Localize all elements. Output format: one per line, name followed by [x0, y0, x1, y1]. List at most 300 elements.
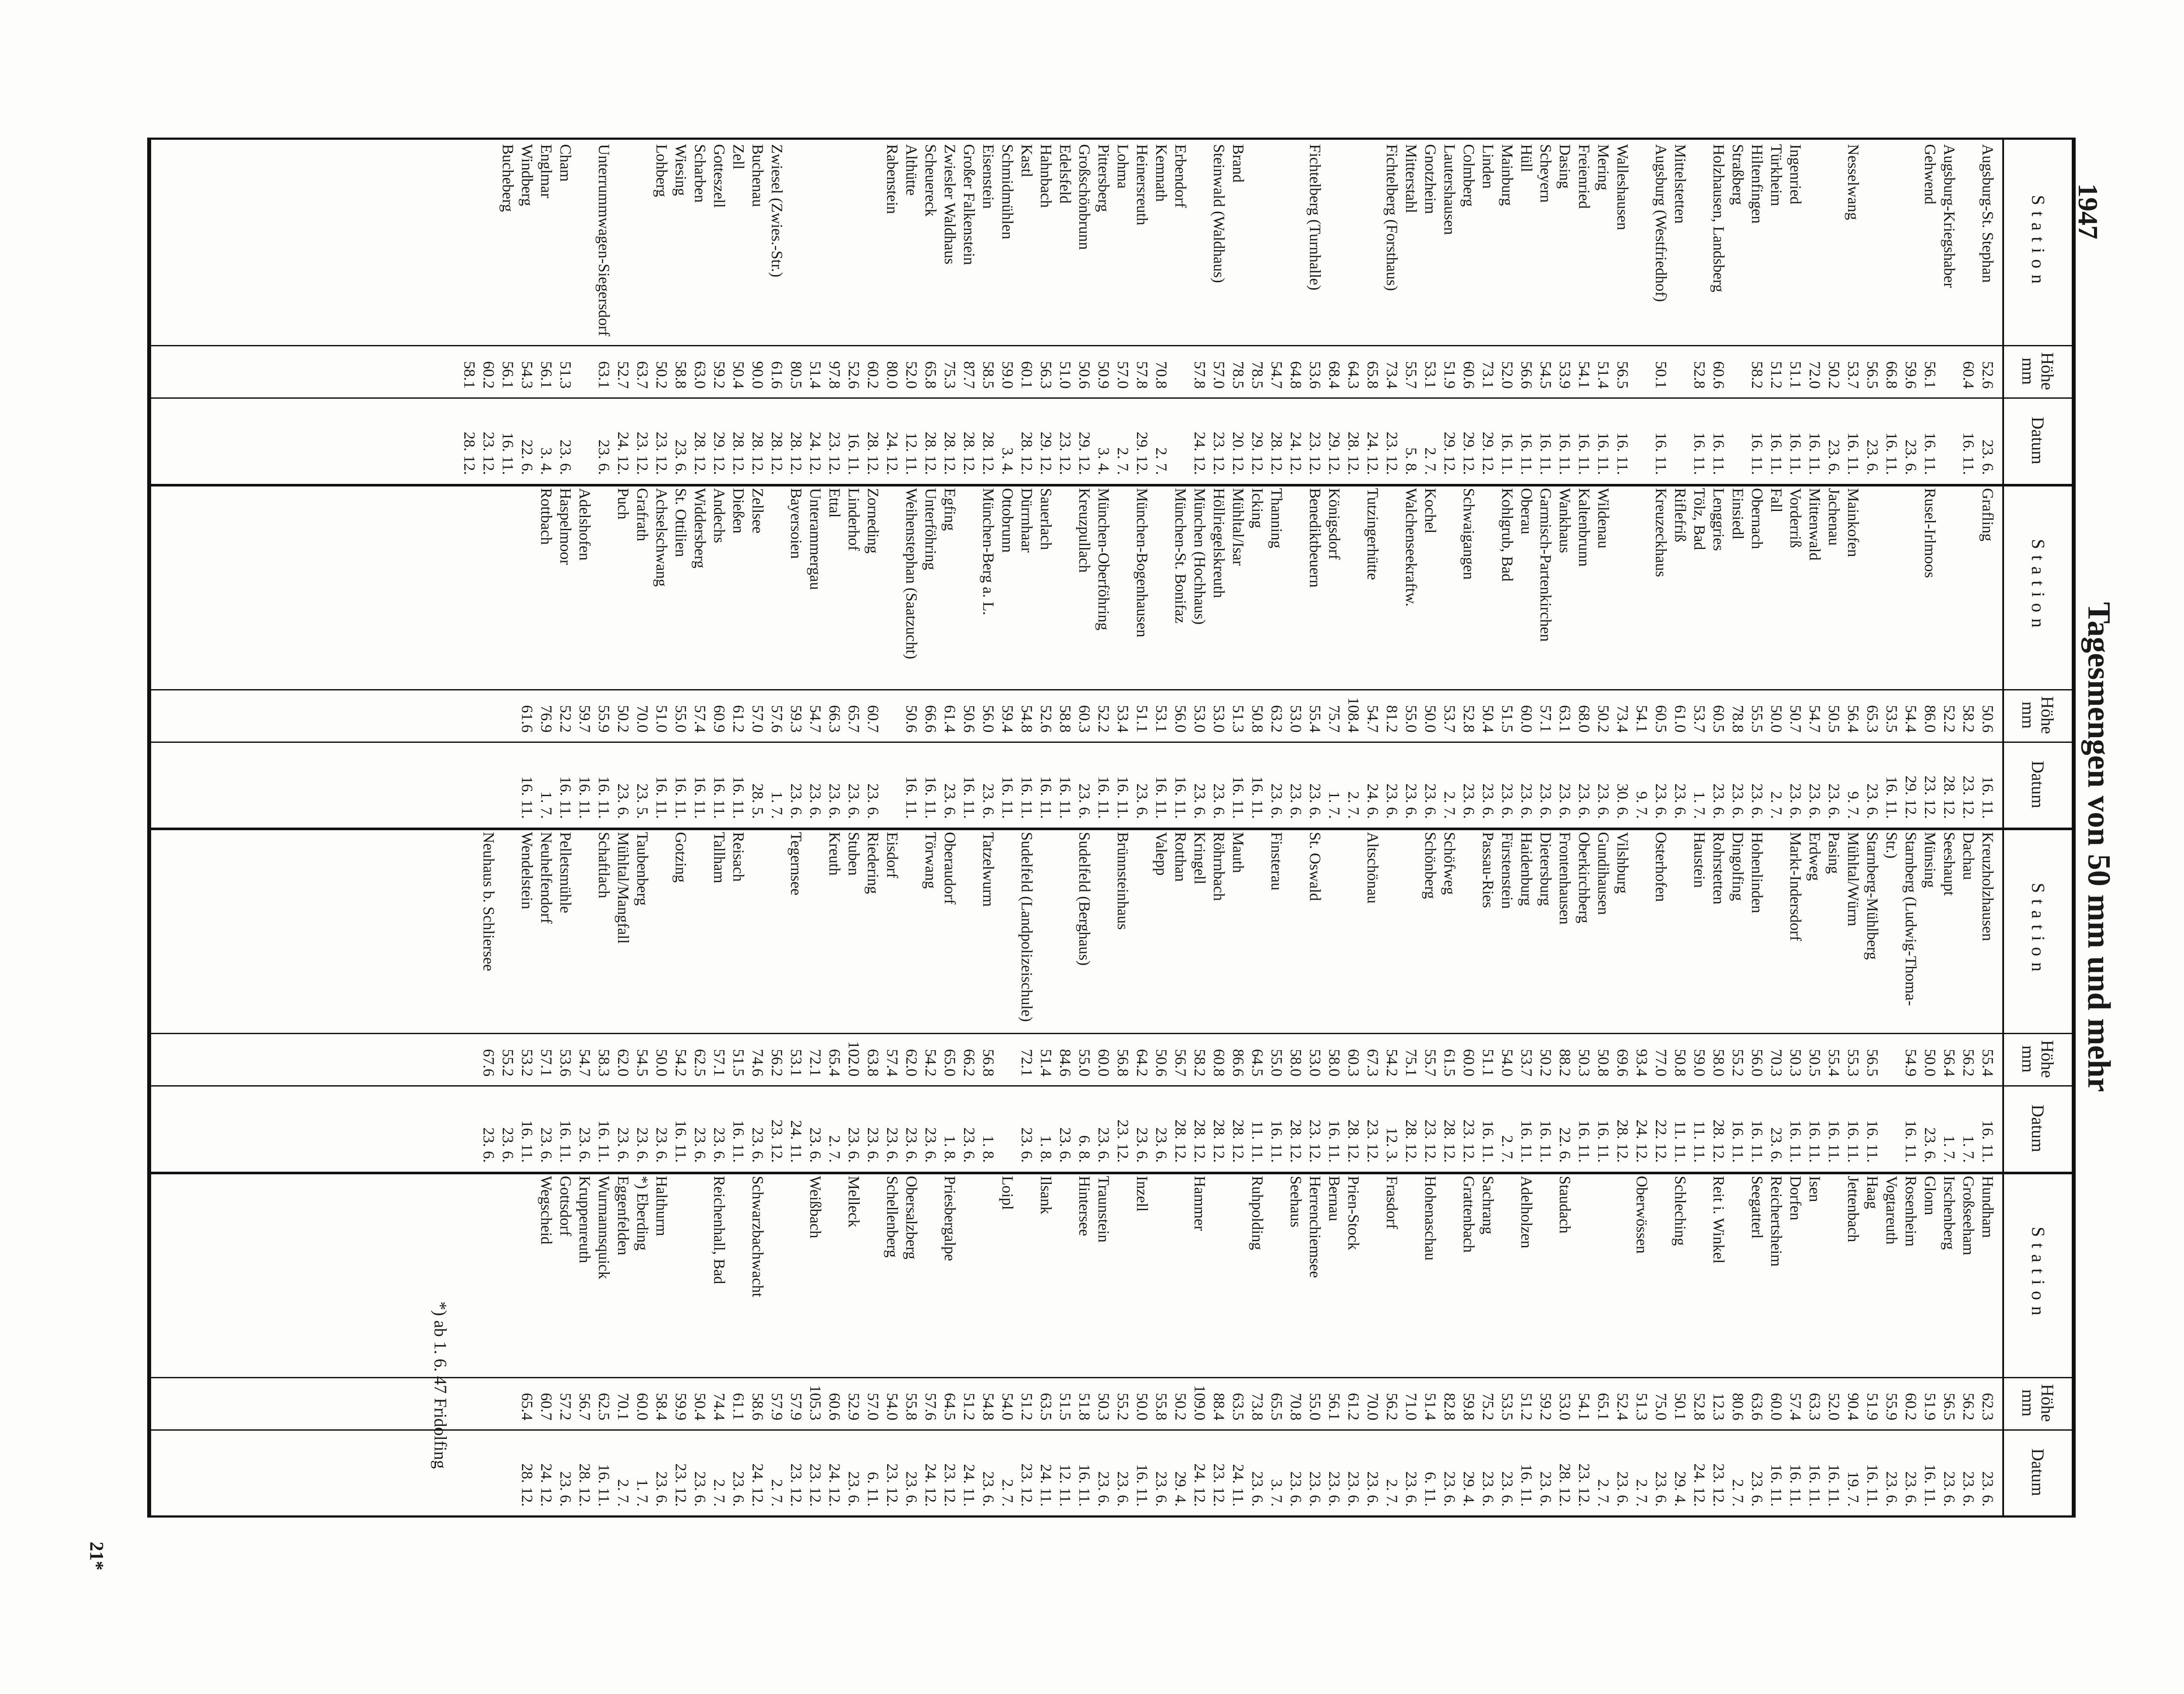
table-row	[921, 484, 940, 828]
column-rule	[151, 689, 2072, 690]
height-mm: 58.2	[1191, 1049, 1209, 1076]
footer-mark: 21*	[86, 1542, 107, 1570]
height-mm: 51.3 52.4 65.1 54.1	[1576, 1393, 1651, 1421]
height-mm: 51.9	[1921, 1393, 1939, 1421]
date: 23. 6. 23. 6.	[1133, 1127, 1170, 1163]
height-mm: 70.8 65.5	[1268, 1393, 1305, 1421]
table-row	[1498, 828, 1517, 1172]
height-mm: 90.4 52.0	[1825, 1393, 1862, 1421]
height-mm: 55.0 84.6 51.4	[1037, 1049, 1093, 1076]
height-mm: 56.4	[1941, 1049, 1958, 1076]
height-mm: 53.7	[1691, 705, 1708, 733]
station-name: *) Eberding	[634, 1176, 651, 1251]
date: 1. 7.	[1941, 1135, 1958, 1163]
header-datum: Datum	[2028, 1448, 2048, 1496]
column-rule	[151, 345, 2072, 346]
date: 23. 6.	[864, 1127, 882, 1163]
station-name: Adelholzen	[1518, 1176, 1535, 1249]
table-row	[1152, 484, 1190, 828]
date: 23. 6. 1. 7.	[768, 783, 805, 819]
table-row	[1728, 828, 1748, 1172]
date: 24. 12. 28. 12. 16. 11. 23. 12. 24. 12. 28. 12.	[788, 431, 901, 475]
height-mm: 60.2	[1902, 1393, 1920, 1421]
date: 6. 11. 23. 6.	[1403, 1471, 1439, 1507]
table-row	[748, 828, 806, 1172]
date: 23. 6.	[634, 1127, 651, 1163]
table-row	[691, 140, 710, 484]
header-datum: Datum	[2028, 417, 2048, 465]
height-mm: 55.2	[1729, 1049, 1747, 1076]
table-row	[979, 140, 998, 484]
table-row	[1728, 484, 1748, 828]
station-name: Egfing	[941, 488, 959, 531]
date: 2. 7. 23. 6. 2. 7. 23. 12.	[1576, 1463, 1651, 1507]
table-row	[729, 828, 748, 1172]
table-row	[1921, 1172, 1940, 1516]
station-name: Irschenberg	[1941, 1176, 1958, 1250]
height-mm: 52.0	[903, 361, 920, 389]
table-row	[1652, 1172, 1690, 1516]
table-row	[1632, 140, 1671, 484]
station-name: Zellsee	[749, 488, 767, 534]
station-name: Schleching	[1672, 1176, 1689, 1246]
station-name: Eisdorf	[884, 832, 901, 878]
table-row	[767, 1172, 825, 1516]
group-rule	[151, 1172, 2072, 1174]
date: 3. 4.	[1095, 447, 1113, 475]
station-name: Herrenchiemsee	[1306, 1176, 1324, 1278]
date: 28. 12.	[730, 431, 747, 475]
height-mm: 57.0 57.8	[1191, 361, 1228, 389]
station-name: Schmidmühlen	[999, 144, 1016, 239]
station-name: Rotthan	[1172, 832, 1189, 882]
table-row	[1459, 140, 1479, 484]
station-name: Kruppenreuth	[576, 1176, 594, 1263]
height-mm: 55.4 53.0	[1287, 705, 1324, 733]
table-row	[1325, 1172, 1344, 1516]
date: 28. 5.	[749, 783, 767, 819]
height-mm: 74.4 50.4 59.9	[672, 1393, 728, 1421]
table-row	[556, 140, 575, 484]
table-row	[1075, 140, 1094, 484]
height-mm: 53.7	[1518, 1049, 1535, 1076]
table-row	[1959, 828, 1978, 1172]
table-row	[1613, 140, 1632, 484]
table-row	[1286, 484, 1325, 828]
height-mm: 68.0	[1576, 705, 1593, 733]
height-mm: 56.1	[538, 361, 555, 389]
date: 23. 12. 24. 12.	[1191, 431, 1228, 475]
table-row	[729, 1172, 767, 1516]
station-name: Achselschwang	[653, 488, 670, 587]
table-row	[1402, 140, 1421, 484]
table-row	[1402, 1172, 1440, 1516]
height-mm: 60.0	[634, 1393, 651, 1421]
table-row	[479, 828, 498, 1172]
station-name: München-Berg a. L.	[980, 488, 997, 615]
date: 24. 12. 28. 12.	[518, 1463, 555, 1507]
station-name: Dürrnhaar	[1018, 488, 1036, 553]
date: 16. 11.	[1576, 1120, 1593, 1163]
table-row	[633, 828, 652, 1172]
height-mm: 60.0	[1518, 705, 1535, 733]
date: 23. 12. 28. 12.	[1287, 1119, 1324, 1163]
station-name: Sachrang	[1479, 1176, 1497, 1235]
height-mm: 51.5	[730, 1049, 747, 1076]
date: 28. 12.	[1230, 1119, 1247, 1163]
date: 9. 7.	[1845, 791, 1862, 819]
station-name: Oberaudorf	[941, 832, 959, 904]
date: 1. 7.	[1691, 791, 1708, 819]
height-mm: 53.1	[1422, 361, 1439, 389]
date: 16. 11.	[1768, 432, 1785, 475]
date: 2. 7.	[1422, 447, 1439, 475]
station-name: Augsburg (Westfriedhof)	[1652, 144, 1670, 302]
station-name: Edelsfeld	[1057, 144, 1074, 204]
height-mm: 50.5	[1825, 705, 1843, 733]
station-name: Erdweg	[1806, 832, 1824, 881]
header-hoehe: Höhe mm	[2018, 1040, 2058, 1078]
table-row	[1440, 484, 1479, 828]
station-name: Tegernsee	[788, 832, 805, 896]
table-row	[1690, 1172, 1728, 1516]
height-mm: 51.1 53.4	[1114, 705, 1151, 733]
station-name: Mühltal/Mangfall	[615, 832, 632, 944]
table-row	[767, 484, 806, 828]
height-mm: 53.7 50.2 72.0	[1806, 361, 1862, 389]
table-row	[1229, 828, 1248, 1172]
date: 29. 12.	[1037, 431, 1055, 475]
date: 2. 7.	[1768, 791, 1785, 819]
table-row	[1421, 140, 1440, 484]
station-name: Wankhaus	[1556, 488, 1574, 553]
date: 23. 6.	[1595, 783, 1612, 819]
height-mm: 54.0	[1499, 1049, 1516, 1076]
height-mm: 55.3	[1845, 1049, 1862, 1076]
height-mm: 102.0	[845, 1041, 863, 1076]
table-row	[1940, 828, 1959, 1172]
date: 23. 12. 24. 12. 28. 12. 29. 12.	[1249, 431, 1324, 475]
height-mm: 58.6 61.1	[730, 1393, 767, 1421]
height-mm: 67.3 60.3 58.0	[1326, 1049, 1382, 1076]
table-row	[1248, 828, 1286, 1172]
date: 16. 11.	[1595, 432, 1612, 475]
height-mm: 50.5	[1806, 1049, 1824, 1076]
height-mm: 50.3 70.3	[1768, 1049, 1804, 1076]
date: 16. 11. 23. 6.	[576, 1120, 613, 1163]
date: 24. 12. 29. 4. 23. 6.	[1153, 1463, 1209, 1507]
table-row	[998, 140, 1017, 484]
date: 23. 5.	[634, 783, 651, 819]
station-name: Wildenau	[1595, 488, 1612, 549]
date: 23. 6.	[615, 1127, 632, 1163]
station-name: Unterammergau	[807, 488, 824, 590]
date: 16. 11.	[1037, 776, 1055, 819]
station-name: Pasing	[1825, 832, 1843, 874]
date: 16. 11. 11. 11.	[1249, 1120, 1286, 1163]
station-name: Sauerlach	[1037, 488, 1055, 550]
date: 23. 6. 16. 11.	[961, 776, 997, 819]
table-row	[1209, 1172, 1267, 1516]
station-name: Frontenhausen	[1556, 832, 1574, 925]
height-mm: 63.3	[1806, 1393, 1824, 1421]
height-mm: 61.4	[941, 705, 959, 733]
table-row	[537, 828, 556, 1172]
station-name: Hüll	[1518, 144, 1535, 173]
station-name: Wegscheid	[538, 1176, 555, 1245]
station-name: Hammer	[1191, 1176, 1209, 1231]
date: 23. 6.	[1729, 783, 1747, 819]
height-mm: 73.1	[1479, 361, 1497, 389]
station-name: Gnotzheim	[1422, 144, 1439, 214]
date: 6. 8. 23. 6. 1. 8.	[1037, 1127, 1093, 1163]
date: 16. 11.	[1806, 1464, 1824, 1507]
header-station: Station	[2028, 883, 2048, 978]
station-name: Mauth	[1230, 832, 1247, 873]
height-mm: 55.0	[672, 705, 690, 733]
date: 16. 11.	[730, 776, 747, 819]
table-row	[1056, 1172, 1094, 1516]
height-mm: 50.1	[1652, 361, 1670, 389]
height-mm: 76.9 61.6	[518, 705, 555, 733]
station-name: Schaftlach	[595, 832, 613, 898]
table-row	[614, 828, 633, 1172]
station-name: Mittelstetten	[1672, 144, 1689, 224]
date: 16. 11. 23. 12.	[1460, 1119, 1497, 1163]
station-name: Traunstein	[1095, 1176, 1113, 1243]
station-name: München-Bogenhausen	[1133, 488, 1151, 638]
station-name: Finsterau	[1268, 832, 1286, 890]
date: 28. 12.	[980, 431, 997, 475]
station-name: Neuhelfendorf	[538, 832, 555, 924]
height-mm: 63.5 51.2	[1018, 1393, 1055, 1421]
table-row	[518, 140, 537, 484]
table-row	[652, 1172, 671, 1516]
station-name: Halthurm	[653, 1176, 670, 1236]
height-mm: 50.6 58.2 52.2	[1941, 705, 1997, 733]
station-name: Weißbach	[807, 1176, 824, 1239]
station-name: Lohma	[1114, 144, 1132, 189]
table-row	[710, 484, 729, 828]
table-row	[902, 828, 940, 1172]
station-name: Prien-Stock	[1345, 1176, 1362, 1250]
table-row	[1344, 484, 1382, 828]
station-name: Reichertsheim	[1768, 1176, 1785, 1267]
table-row	[1017, 1172, 1056, 1516]
date: 19. 7. 16. 11.	[1825, 1464, 1862, 1507]
station-name: Widdersberg	[691, 488, 709, 569]
height-mm: 53.0	[1210, 705, 1228, 733]
station-name: Grattenbach	[1460, 1176, 1478, 1253]
header-datum: Datum	[2028, 1104, 2048, 1152]
station-name: Frasdorf	[1383, 1176, 1401, 1229]
date: 16. 11.	[999, 776, 1016, 819]
table-row	[1767, 484, 1786, 828]
station-name: München-Oberföhring	[1095, 488, 1113, 631]
table-row	[1863, 1172, 1882, 1516]
table-row	[1536, 828, 1555, 1172]
height-mm: 59.8 82.8	[1441, 1393, 1478, 1421]
table-row	[1479, 140, 1498, 484]
height-mm: 52.2	[1095, 705, 1113, 733]
table-row	[1748, 140, 1767, 484]
station-name: Jettenbach	[1845, 1176, 1862, 1242]
date: 29. 12.	[1076, 431, 1093, 475]
date: 2. 7. 23. 6.	[807, 1127, 843, 1163]
station-name: Augsburg-St. Stephan	[1979, 144, 1997, 283]
station-name: Wiesing	[672, 144, 690, 196]
date: 28. 12. 23. 6.	[1537, 1463, 1574, 1507]
header-hoehe: Höhe mm	[2018, 696, 2058, 734]
date: 23. 6. 23. 6.	[691, 1127, 728, 1163]
table-row	[1517, 140, 1536, 484]
station-name: Kreuzeckhaus	[1652, 488, 1670, 577]
station-name: Unterrummwagen-Siegersdorf	[595, 144, 613, 336]
table-row	[1229, 140, 1248, 484]
date: 23. 6.	[845, 1127, 863, 1163]
date: 16. 11. 23. 12. 28. 12.	[461, 431, 517, 475]
height-mm: 56.2	[1960, 1049, 1977, 1076]
station-name: Rottbach	[538, 488, 555, 545]
table-row	[1748, 484, 1767, 828]
date: 16. 11. 23. 6. 16. 11.	[1806, 432, 1862, 475]
height-mm: 51.3	[557, 361, 574, 389]
table-row	[748, 140, 767, 484]
station-name: Zorneding	[864, 488, 882, 554]
table-row	[1479, 484, 1517, 828]
station-name: Neuhaus b. Schliersee	[480, 832, 498, 971]
station-name: Ottobrunn	[999, 488, 1016, 553]
station-name: Zwiesler Waldhaus	[941, 144, 959, 265]
station-name: Walleshausen	[1614, 144, 1631, 231]
station-name: Schönberg	[1422, 832, 1439, 899]
table-row	[729, 484, 748, 828]
height-mm: 54.3	[518, 361, 536, 389]
table-row	[1959, 1172, 1978, 1516]
date: 29. 12.	[1479, 431, 1497, 475]
station-name: Taubenberg	[634, 832, 651, 906]
station-name: Stuben	[845, 832, 863, 876]
date: 23. 6. 23. 6.	[903, 1127, 940, 1163]
date: 1. 8.	[941, 1135, 959, 1163]
station-name: Tallham	[711, 832, 728, 883]
table-row	[518, 1172, 556, 1516]
station-name: Großseeham	[1960, 1176, 1977, 1256]
station-name: Linderhof	[845, 488, 863, 551]
date: 23. 6. 2. 7.	[1729, 1471, 1766, 1507]
height-mm: 70.0	[634, 705, 651, 733]
station-name: Fürstenstein	[1499, 832, 1516, 909]
station-name: Markt-Indersdorf	[1787, 832, 1804, 941]
table-row	[1363, 1172, 1402, 1516]
table-row	[1940, 1172, 1959, 1516]
table-row	[1978, 828, 1997, 1172]
table-row	[1190, 140, 1229, 484]
height-mm: 109.0 50.2 55.8	[1153, 1385, 1209, 1421]
table-row	[1459, 828, 1498, 1172]
date: 22. 12. 24. 12.	[1633, 1119, 1670, 1163]
height-mm: 56.1	[1326, 1393, 1343, 1421]
table-row	[1613, 828, 1632, 1172]
date: 28. 12.	[922, 431, 940, 475]
height-mm: 65.4 72.1	[807, 1049, 843, 1076]
date: 23. 6.	[1979, 1471, 1997, 1507]
height-mm: 50.3	[1095, 1393, 1113, 1421]
station-name: Kringell	[1191, 832, 1209, 884]
height-mm: 65.7	[845, 705, 863, 733]
height-mm: 70.1	[615, 1393, 632, 1421]
height-mm: 90.0	[749, 361, 767, 389]
station-name: Scharben	[691, 144, 709, 203]
height-mm: 53.2 55.2	[499, 1049, 536, 1076]
table-row	[1171, 140, 1190, 484]
table-row	[1748, 828, 1767, 1172]
date: 23. 6.	[1210, 783, 1228, 819]
table-row	[1498, 1172, 1536, 1516]
height-mm: 66.6	[922, 705, 940, 733]
height-mm: 59.7	[576, 705, 594, 733]
date: 16. 11. 23. 6. 16. 11. 23. 6.	[1864, 432, 1939, 475]
date: 23. 12. 24. 12.	[922, 1463, 959, 1507]
height-mm: 56.8 60.0	[1095, 1049, 1132, 1076]
table-row	[1863, 484, 1940, 828]
date: 23. 6.	[1921, 1127, 1939, 1163]
height-mm: 56.0	[1749, 1049, 1766, 1076]
height-mm: 62.3	[1979, 1393, 1997, 1421]
height-mm: 78.8	[1729, 705, 1747, 733]
height-mm: 54.5	[1537, 361, 1555, 389]
date: 23. 6. 16. 11.	[1057, 776, 1093, 819]
table-row	[902, 140, 921, 484]
date: 29. 4. 23. 6.	[1652, 1471, 1689, 1507]
date: 16. 11.	[1537, 1120, 1555, 1163]
table-row	[787, 140, 902, 484]
station-name: Garmisch-Partenkirchen	[1537, 488, 1555, 642]
station-name: Althütte	[903, 144, 920, 196]
table-row	[960, 140, 979, 484]
table-row	[921, 1172, 960, 1516]
table-row	[1056, 140, 1075, 484]
height-mm: 54.7	[807, 705, 824, 733]
height-mm: 60.6 52.8	[1691, 361, 1728, 389]
height-mm: 61.2	[1345, 1393, 1362, 1421]
station-name: Höllriegelskreuth	[1210, 488, 1228, 598]
station-name: Großschönbrunn	[1076, 144, 1093, 250]
height-mm: 58.8	[672, 361, 690, 389]
height-mm: 55.4	[1979, 1049, 1997, 1076]
table-row	[1440, 140, 1459, 484]
date: 23. 6.	[557, 439, 574, 475]
station-name: Schellenberg	[884, 1176, 901, 1258]
table-row	[1325, 140, 1402, 484]
height-mm: 63.1	[595, 361, 613, 389]
date: 2. 7.	[615, 1479, 632, 1507]
table-row	[1671, 484, 1690, 828]
height-mm: 50.2	[1595, 705, 1612, 733]
table-row	[1152, 1172, 1209, 1516]
table-row	[1440, 828, 1459, 1172]
table-row	[940, 140, 960, 484]
date: 28. 12.	[768, 431, 786, 475]
date: 2. 7. 23. 6.	[1364, 1471, 1401, 1507]
date: 23. 6.	[884, 1127, 901, 1163]
date: 16. 11.	[557, 1120, 574, 1163]
station-name: Lenggries	[1710, 488, 1728, 551]
height-mm: 53.0 59.2	[1537, 1393, 1574, 1421]
table-row	[960, 1172, 1017, 1516]
date: 23. 6.	[672, 439, 690, 475]
date: 23. 6.	[1345, 1471, 1362, 1507]
